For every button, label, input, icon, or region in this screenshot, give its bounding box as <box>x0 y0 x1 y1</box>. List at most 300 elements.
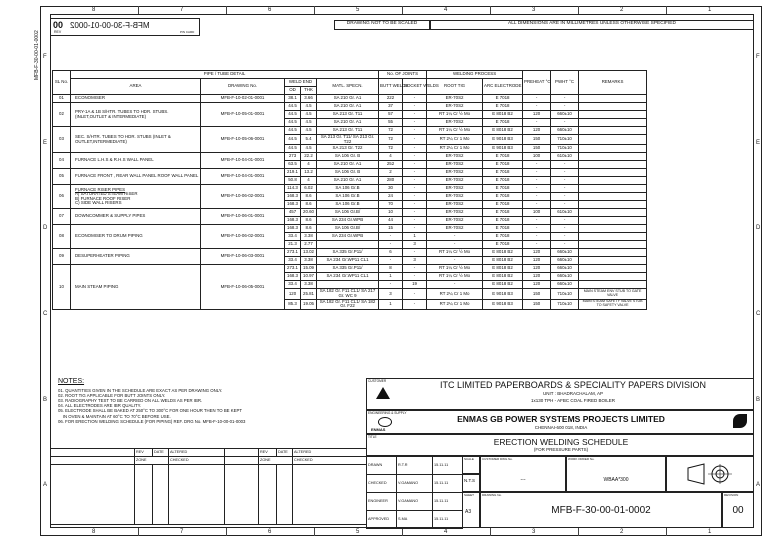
root-tig-cell: RT 2¼ Cr 1 Mo <box>427 145 483 153</box>
rev-col-rev-2: REV <box>259 449 277 457</box>
remarks-cell <box>579 127 647 135</box>
socket-welds-cell: - <box>403 193 427 201</box>
zone-tick <box>578 6 579 14</box>
rev-col-zone: ZONE <box>135 457 169 465</box>
col-root-tig: ROOT TIG <box>427 79 483 95</box>
root-tig-cell: RT 2¼ Cr 1 Mo <box>427 289 483 299</box>
od-cell: 33.4 <box>285 257 301 265</box>
welding-schedule-table <box>52 70 647 310</box>
butt-welds-cell: 44 <box>379 217 403 225</box>
butt-welds-cell: 2 <box>379 169 403 177</box>
socket-welds-cell: - <box>403 209 427 217</box>
root-tig-cell: ER-70S2 <box>427 95 483 103</box>
matl-cell: SA 106 Gr.B <box>317 201 379 209</box>
socket-welds-cell: - <box>403 135 427 145</box>
thk-cell: 4 <box>301 177 317 185</box>
arc-electrode-cell: E 7018 <box>483 225 523 233</box>
remarks-cell <box>579 241 647 249</box>
signoff-date: 15.11.11 <box>433 493 463 511</box>
matl-cell: SA 106 Gr.B/ <box>317 209 379 217</box>
signoff-role: APPROVED <box>367 511 397 529</box>
engineer-city: CHENNAI-600 018, INDIA <box>534 425 588 430</box>
table-row <box>53 249 647 257</box>
customer-name: ITC LIMITED PAPERBOARDS & SPECIALITY PAPERS DIVISION <box>439 380 707 390</box>
sl-cell: 09 <box>53 249 71 265</box>
pwht-cell: - <box>551 233 579 241</box>
note-item: 01. QUANTITIES GIVEN IN THE SCHEDULE ARE EXACT AS PER DRAWING ONLY. <box>58 387 223 393</box>
matl-cell: SA 335 Gr.P11/ <box>317 249 379 257</box>
matl-cell: SA 213 Gr. T11/ SA 213 Gr. T22 <box>317 135 379 145</box>
preheat-cell: 120 <box>523 111 551 119</box>
area-cell <box>71 95 201 103</box>
table-row <box>53 185 647 193</box>
drawing-no-cell: MFB-F-10-04-01-0001 <box>201 169 285 185</box>
thk-cell: 3.66 <box>301 95 317 103</box>
od-cell: 33.4 <box>285 281 301 289</box>
thk-cell: 4.5 <box>301 119 317 127</box>
socket-welds-cell: 19 <box>403 281 427 289</box>
signoff-role: DRAWN <box>367 457 397 475</box>
thk-cell: 3.38 <box>301 257 317 265</box>
remarks-cell <box>579 209 647 217</box>
pwht-cell: - <box>551 95 579 103</box>
pwht-cell: 610±10 <box>551 153 579 161</box>
zone-tick <box>402 6 403 14</box>
socket-welds-cell: - <box>403 299 427 309</box>
rev-col-altered: ALTERED <box>169 449 225 457</box>
thk-cell: 6.02 <box>301 185 317 193</box>
zone-col-2-bottom: 2 <box>620 529 624 535</box>
root-tig-cell: ER-70S2 <box>427 185 483 193</box>
preheat-cell: 120 <box>523 273 551 281</box>
arc-electrode-cell: E 7018 <box>483 153 523 161</box>
work-order-cell <box>566 456 666 492</box>
remarks-cell <box>579 273 647 281</box>
zone-tick <box>314 6 315 14</box>
drawing-subtitle: (FOR PRESSURE PARTS) <box>533 447 589 452</box>
od-cell: 63.5 <box>285 161 301 169</box>
thk-cell: 22.2 <box>301 153 317 161</box>
scale-label: SCALE <box>464 457 474 461</box>
zone-row-F-right: F <box>756 53 760 60</box>
zone-row-C: C <box>43 310 48 317</box>
preheat-cell: 150 <box>523 299 551 309</box>
matl-cell: SA 106 Gr. B <box>317 153 379 161</box>
sl-cell: 02 <box>53 103 71 127</box>
socket-welds-cell: - <box>403 201 427 209</box>
col-od: OD <box>285 87 301 95</box>
zone-tick <box>666 528 667 536</box>
zone-tick <box>402 528 403 536</box>
arc-electrode-cell: E 7018 <box>483 169 523 177</box>
socket-welds-cell: - <box>403 225 427 233</box>
od-cell: 219.1 <box>285 169 301 177</box>
od-cell: 273.1 <box>285 265 301 273</box>
signoff-table <box>366 456 463 529</box>
zone-col-1-bottom: 1 <box>708 529 712 535</box>
socket-welds-cell: 3 <box>403 257 427 265</box>
zone-tick <box>226 6 227 14</box>
socket-welds-cell: - <box>403 153 427 161</box>
arc-electrode-cell: E 9018 B3 <box>483 145 523 153</box>
zone-tick <box>666 6 667 14</box>
area-text: DOWNCOMMER & SUPPLY PIPES <box>75 213 146 219</box>
matl-cell: SA 210 Gr. A1 <box>317 177 379 185</box>
drawing-no-cell: MFB-F-10-06-01-0001 <box>201 209 285 225</box>
pwht-cell: - <box>551 169 579 177</box>
root-tig-cell: ER-70S2 <box>427 225 483 233</box>
rev-box-label: REV <box>54 30 62 34</box>
table-row <box>53 209 647 217</box>
od-cell: 44.5 <box>285 111 301 119</box>
pwht-cell: 610±10 <box>551 209 579 217</box>
zone-col-1: 1 <box>708 7 712 13</box>
preheat-cell: 100 <box>523 153 551 161</box>
butt-welds-cell: 252 <box>379 161 403 169</box>
root-tig-cell: ER-70S2 <box>427 201 483 209</box>
note-item: 04. ALL ELECTRODES ARE IBR QUALITY. <box>58 403 142 409</box>
engineer-leaf-logo-icon <box>733 414 747 428</box>
butt-welds-cell: 8 <box>379 265 403 273</box>
remarks-cell <box>579 177 647 185</box>
butt-welds-cell: 280 <box>379 177 403 185</box>
customer-dwg-value: --- <box>520 477 526 483</box>
thk-cell: 4 <box>301 161 317 169</box>
area-text: MAIN STEAM PIPING <box>75 283 119 289</box>
matl-cell: SA 106 Gr.B <box>317 193 379 201</box>
od-cell: 457 <box>285 209 301 217</box>
butt-welds-cell: 15 <box>379 225 403 233</box>
zone-row-A-right: A <box>756 482 761 489</box>
drawing-no-cell: MFB-F-10-06-02-0001 <box>201 185 285 209</box>
remarks-cell <box>579 193 647 201</box>
root-tig-cell: RT 1¼ Cr ½ Mo <box>427 127 483 135</box>
preheat-cell: - <box>523 193 551 201</box>
matl-cell: SA 213 Gr. T11 <box>317 127 379 135</box>
pwht-cell: 660±10 <box>551 249 579 257</box>
socket-welds-cell: - <box>403 289 427 299</box>
arc-electrode-cell: E 9018 B3 <box>483 289 523 299</box>
table-row <box>53 225 647 233</box>
root-tig-cell: RT 1¼ Cr ½ Mo <box>427 111 483 119</box>
rev-col-rev: REV <box>135 449 153 457</box>
butt-welds-cell: 6 <box>379 249 403 257</box>
drawing-no-cell: MFB-F-10-06-02-0001 <box>201 225 285 249</box>
zone-tick <box>138 6 139 14</box>
thk-cell: 8.6 <box>301 193 317 201</box>
od-cell: 168.3 <box>285 273 301 281</box>
root-tig-cell: ER-70S2 <box>427 161 483 169</box>
socket-welds-cell: - <box>403 95 427 103</box>
matl-cell: SA 106 Gr.B <box>317 185 379 193</box>
zone-col-8: 8 <box>92 7 96 13</box>
preheat-cell: - <box>523 233 551 241</box>
socket-welds-cell: - <box>403 127 427 135</box>
drawing-no-cell: MFB-F-10-02-01-0001 <box>201 95 285 103</box>
third-angle-projection-icon <box>686 462 734 486</box>
remarks-cell <box>579 257 647 265</box>
root-tig-cell: - <box>427 241 483 249</box>
root-tig-cell: ER-70S2 <box>427 209 483 217</box>
drawing-number-label: DRAWING No. <box>482 493 502 497</box>
col-no-of-joints: No. OF JOINTS <box>379 71 427 79</box>
preheat-cell: - <box>523 119 551 127</box>
remarks-cell <box>579 135 647 145</box>
arc-electrode-cell: E 7018 <box>483 95 523 103</box>
col-weld-end: WELD END <box>285 79 317 87</box>
note-item: 02. ROOT TIG APPLICABLE FOR BUTT JOINTS ONLY. <box>58 392 166 398</box>
area-text: ECONOMISER TO DRUM PIPING <box>75 233 143 239</box>
root-tig-cell: ER-70S2 <box>427 217 483 225</box>
remarks-cell: MAIN STEAM SAFETY VALVE STUB TO SAFETY VALVE <box>579 299 647 309</box>
thk-cell: 13.2 <box>301 169 317 177</box>
od-cell: 168.3 <box>285 225 301 233</box>
col-drawing-no: DRAWING No. <box>201 79 285 95</box>
zone-tick <box>578 528 579 536</box>
thk-cell: 20.60 <box>301 209 317 217</box>
table-row <box>53 169 647 177</box>
od-cell: 44.5 <box>285 145 301 153</box>
notes-title: NOTES: <box>58 378 85 385</box>
engineer-name: ENMAS GB POWER SYSTEMS PROJECTS LIMITED <box>457 414 665 424</box>
customer-unit: UNIT : BHADRACHALAM, AP <box>543 391 603 396</box>
pwht-cell: 660±10 <box>551 111 579 119</box>
thk-cell: 19.05 <box>301 299 317 309</box>
signoff-role: CHECKED <box>367 475 397 493</box>
signoff-row <box>367 475 463 493</box>
thk-cell: 5.4 <box>301 135 317 145</box>
butt-welds-cell: 37 <box>379 103 403 111</box>
od-cell: 44.5 <box>285 119 301 127</box>
remarks-cell <box>579 201 647 209</box>
col-remarks: REMARKS <box>579 71 647 95</box>
pwht-cell: 660±10 <box>551 273 579 281</box>
rev-col-date: DATE <box>153 449 169 457</box>
notes-list <box>58 388 328 425</box>
zone-tick <box>490 528 491 536</box>
col-matl-specn: MATL. SPECN. <box>317 79 379 95</box>
preheat-cell: - <box>523 103 551 111</box>
root-tig-cell: ER-70S2 <box>427 103 483 111</box>
root-tig-cell: ER-70S2 <box>427 169 483 177</box>
zone-row-B: B <box>43 396 48 403</box>
rev-col-checked-2: CHECKED <box>293 457 367 465</box>
drawing-no-cell: MFB-F-10-06-05-0001 <box>201 265 285 310</box>
area-cell <box>71 103 201 127</box>
pwht-cell: 660±10 <box>551 281 579 289</box>
preheat-cell: 150 <box>523 145 551 153</box>
area-cell <box>71 153 201 169</box>
zone-col-7-bottom: 7 <box>180 529 184 535</box>
socket-welds-cell: 1 <box>403 233 427 241</box>
matl-cell: SA 210 Gr. A1 <box>317 103 379 111</box>
sl-cell: 10 <box>53 265 71 310</box>
preheat-cell: 120 <box>523 249 551 257</box>
butt-welds-cell: 4 <box>379 153 403 161</box>
arc-electrode-cell: E 8018 B2 <box>483 273 523 281</box>
thk-cell: 8.6 <box>301 225 317 233</box>
area-text: ECONOMISER <box>75 95 106 101</box>
thk-cell: 8.6 <box>301 201 317 209</box>
drawing-title: ERECTION WELDING SCHEDULE <box>493 437 629 447</box>
pwht-cell: - <box>551 161 579 169</box>
revision-table <box>50 448 367 525</box>
matl-cell: SA 213 Gr. T22 <box>317 145 379 153</box>
preheat-cell: - <box>523 169 551 177</box>
pwht-cell: 660±10 <box>551 265 579 273</box>
zone-col-3-bottom: 3 <box>532 529 536 535</box>
matl-cell: SA 210 Gr. A1 <box>317 161 379 169</box>
note-item: 05. ELECTRODE SHALL BE BAKED AT 250°C TO 300°C FOR ONE HOUR THEN TO BE KEPT <box>58 408 242 414</box>
od-cell: 44.5 <box>285 127 301 135</box>
area-text: FURNACE RISER PIPES <box>75 186 126 192</box>
rev-box-number: MFB-F-30-00-01-0002 <box>70 21 150 30</box>
scale-value: N.T.S <box>464 478 476 483</box>
pwht-cell: 710±10 <box>551 289 579 299</box>
remarks-cell <box>579 225 647 233</box>
arc-electrode-cell: E 8018 B2 <box>483 249 523 257</box>
pwht-cell: - <box>551 177 579 185</box>
root-tig-cell: RT 2¼ Cr 1 Mo <box>427 299 483 309</box>
matl-cell: SA 234 Gr.WP11 CL1 <box>317 257 379 265</box>
arc-electrode-cell: E 7018 <box>483 209 523 217</box>
zone-col-8-bottom: 8 <box>92 529 96 535</box>
pwht-cell: 710±10 <box>551 145 579 153</box>
matl-cell: SA 234 Gr.WPB <box>317 233 379 241</box>
butt-welds-cell: 1 <box>379 299 403 309</box>
od-cell: 168.3 <box>285 201 301 209</box>
od-cell: 273 <box>285 153 301 161</box>
preheat-cell: 100 <box>523 209 551 217</box>
socket-welds-cell: - <box>403 185 427 193</box>
socket-welds-cell: 3 <box>403 241 427 249</box>
area-text: PRY-1A & 1B S/HTR. TUBES TO HDR. STUBS. (INLET,OUTLET & INTERMEDIATE) <box>75 108 169 119</box>
note-item: 03. RADIOGRAPHY TEST TO BE CARRIED ON ALL WELDS AS PER IBR. <box>58 398 203 403</box>
thk-cell: 8.6 <box>301 217 317 225</box>
matl-cell: SA 182 Gr. F11 CL1/ SA 217 Gr. WC 9 <box>317 289 379 299</box>
pwht-cell: 710±10 <box>551 299 579 309</box>
arc-electrode-cell: E 7018 <box>483 161 523 169</box>
signoff-name: S.MA <box>397 511 433 529</box>
butt-welds-cell: 70 <box>379 201 403 209</box>
od-cell: 44.5 <box>285 135 301 145</box>
drawing-number-value: MFB-F-30-00-01-0002 <box>551 505 651 516</box>
pwht-cell: - <box>551 193 579 201</box>
root-tig-cell: ER-70S2 <box>427 193 483 201</box>
signoff-role: ENGINEER <box>367 493 397 511</box>
socket-welds-cell: - <box>403 111 427 119</box>
butt-welds-cell: 55 <box>379 119 403 127</box>
preheat-cell: - <box>523 217 551 225</box>
root-tig-cell: - <box>427 233 483 241</box>
zone-col-5: 5 <box>356 7 360 13</box>
engineer-logo-text: ENMAS <box>371 427 386 432</box>
root-tig-cell: ER-70S2 <box>427 177 483 185</box>
socket-welds-cell: - <box>403 265 427 273</box>
col-arc-electrode: ARC ELECTRODE <box>483 79 523 95</box>
drawing-no-cell: MFB-F-10-05-06-0001 <box>201 127 285 153</box>
rev-box-caption: PIN CARD <box>180 30 195 34</box>
col-area: AREA <box>71 79 201 95</box>
sl-cell: 08 <box>53 225 71 249</box>
rev-col-checked: CHECKED <box>169 457 225 465</box>
preheat-cell: - <box>523 161 551 169</box>
butt-welds-cell: 57 <box>379 111 403 119</box>
area-text: SEC. S/HTR. TUBES TO HDR. STUBS (INLET & OUTLET,INTERMEDIATE) <box>75 134 171 144</box>
zone-tick <box>314 528 315 536</box>
od-cell: 85.3 <box>285 299 301 309</box>
socket-welds-cell: - <box>403 145 427 153</box>
od-cell: 38.1 <box>285 95 301 103</box>
butt-welds-cell: 10 <box>379 209 403 217</box>
thk-cell: 3.38 <box>301 233 317 241</box>
pwht-cell: 660±10 <box>551 127 579 135</box>
table-row <box>53 153 647 161</box>
signoff-row <box>367 457 463 475</box>
rev-box-rev: 00 <box>53 20 64 30</box>
socket-welds-cell: - <box>403 169 427 177</box>
area-sub-text: C) SIDE WALL RISERS <box>75 200 122 206</box>
zone-row-D: D <box>43 225 48 232</box>
matl-cell: SA 210 Gr. A1 <box>317 119 379 127</box>
area-cell <box>71 185 201 209</box>
signoff-date: 15.11.11 <box>433 475 463 493</box>
work-order-label: WORK ORDER No. <box>568 457 595 461</box>
pwht-cell: 710±10 <box>551 135 579 145</box>
zone-col-6: 6 <box>268 7 272 13</box>
socket-welds-cell: - <box>403 177 427 185</box>
remarks-cell <box>579 145 647 153</box>
butt-welds-cell: - <box>379 281 403 289</box>
preheat-cell: - <box>523 241 551 249</box>
col-pwht: PWHT °C <box>551 71 579 95</box>
matl-cell: SA 234 Gr.WPB <box>317 217 379 225</box>
arc-electrode-cell: E 7018 <box>483 217 523 225</box>
matl-cell: SA 335 Gr.P11/ <box>317 265 379 273</box>
zone-tick <box>226 528 227 536</box>
remarks-cell <box>579 161 647 169</box>
zone-row-C-right: C <box>756 310 761 317</box>
root-tig-cell: - <box>427 257 483 265</box>
remarks-cell <box>579 169 647 177</box>
thk-cell: 4.5 <box>301 127 317 135</box>
engineer-logo-icon <box>378 417 392 427</box>
remarks-cell <box>579 153 647 161</box>
col-thk: THK <box>301 87 317 95</box>
signoff-row <box>367 493 463 511</box>
table-row <box>53 103 647 111</box>
arc-electrode-cell: E 8018 B2 <box>483 281 523 289</box>
zone-col-3: 3 <box>532 7 536 13</box>
pwht-cell: - <box>551 201 579 209</box>
customer-dwg-label: CUSTOMER DWG No. <box>482 457 513 461</box>
preheat-cell: - <box>523 225 551 233</box>
area-cell <box>71 169 201 185</box>
socket-welds-cell: - <box>403 161 427 169</box>
sl-cell: 07 <box>53 209 71 225</box>
matl-cell: SA 182 Gr. F11 CL1/ SA 182 Gr. F22 <box>317 299 379 309</box>
sl-cell: 03 <box>53 127 71 153</box>
remarks-cell <box>579 103 647 111</box>
preheat-cell: 120 <box>523 257 551 265</box>
revision-label: REVISION <box>724 493 739 497</box>
arc-electrode-cell: E 7018 <box>483 201 523 209</box>
butt-welds-cell: 222 <box>379 95 403 103</box>
root-tig-cell: ER-70S2 <box>427 119 483 127</box>
title-label: TITLE <box>368 435 377 439</box>
arc-electrode-cell: E 7018 <box>483 233 523 241</box>
od-cell: 50.8 <box>285 177 301 185</box>
